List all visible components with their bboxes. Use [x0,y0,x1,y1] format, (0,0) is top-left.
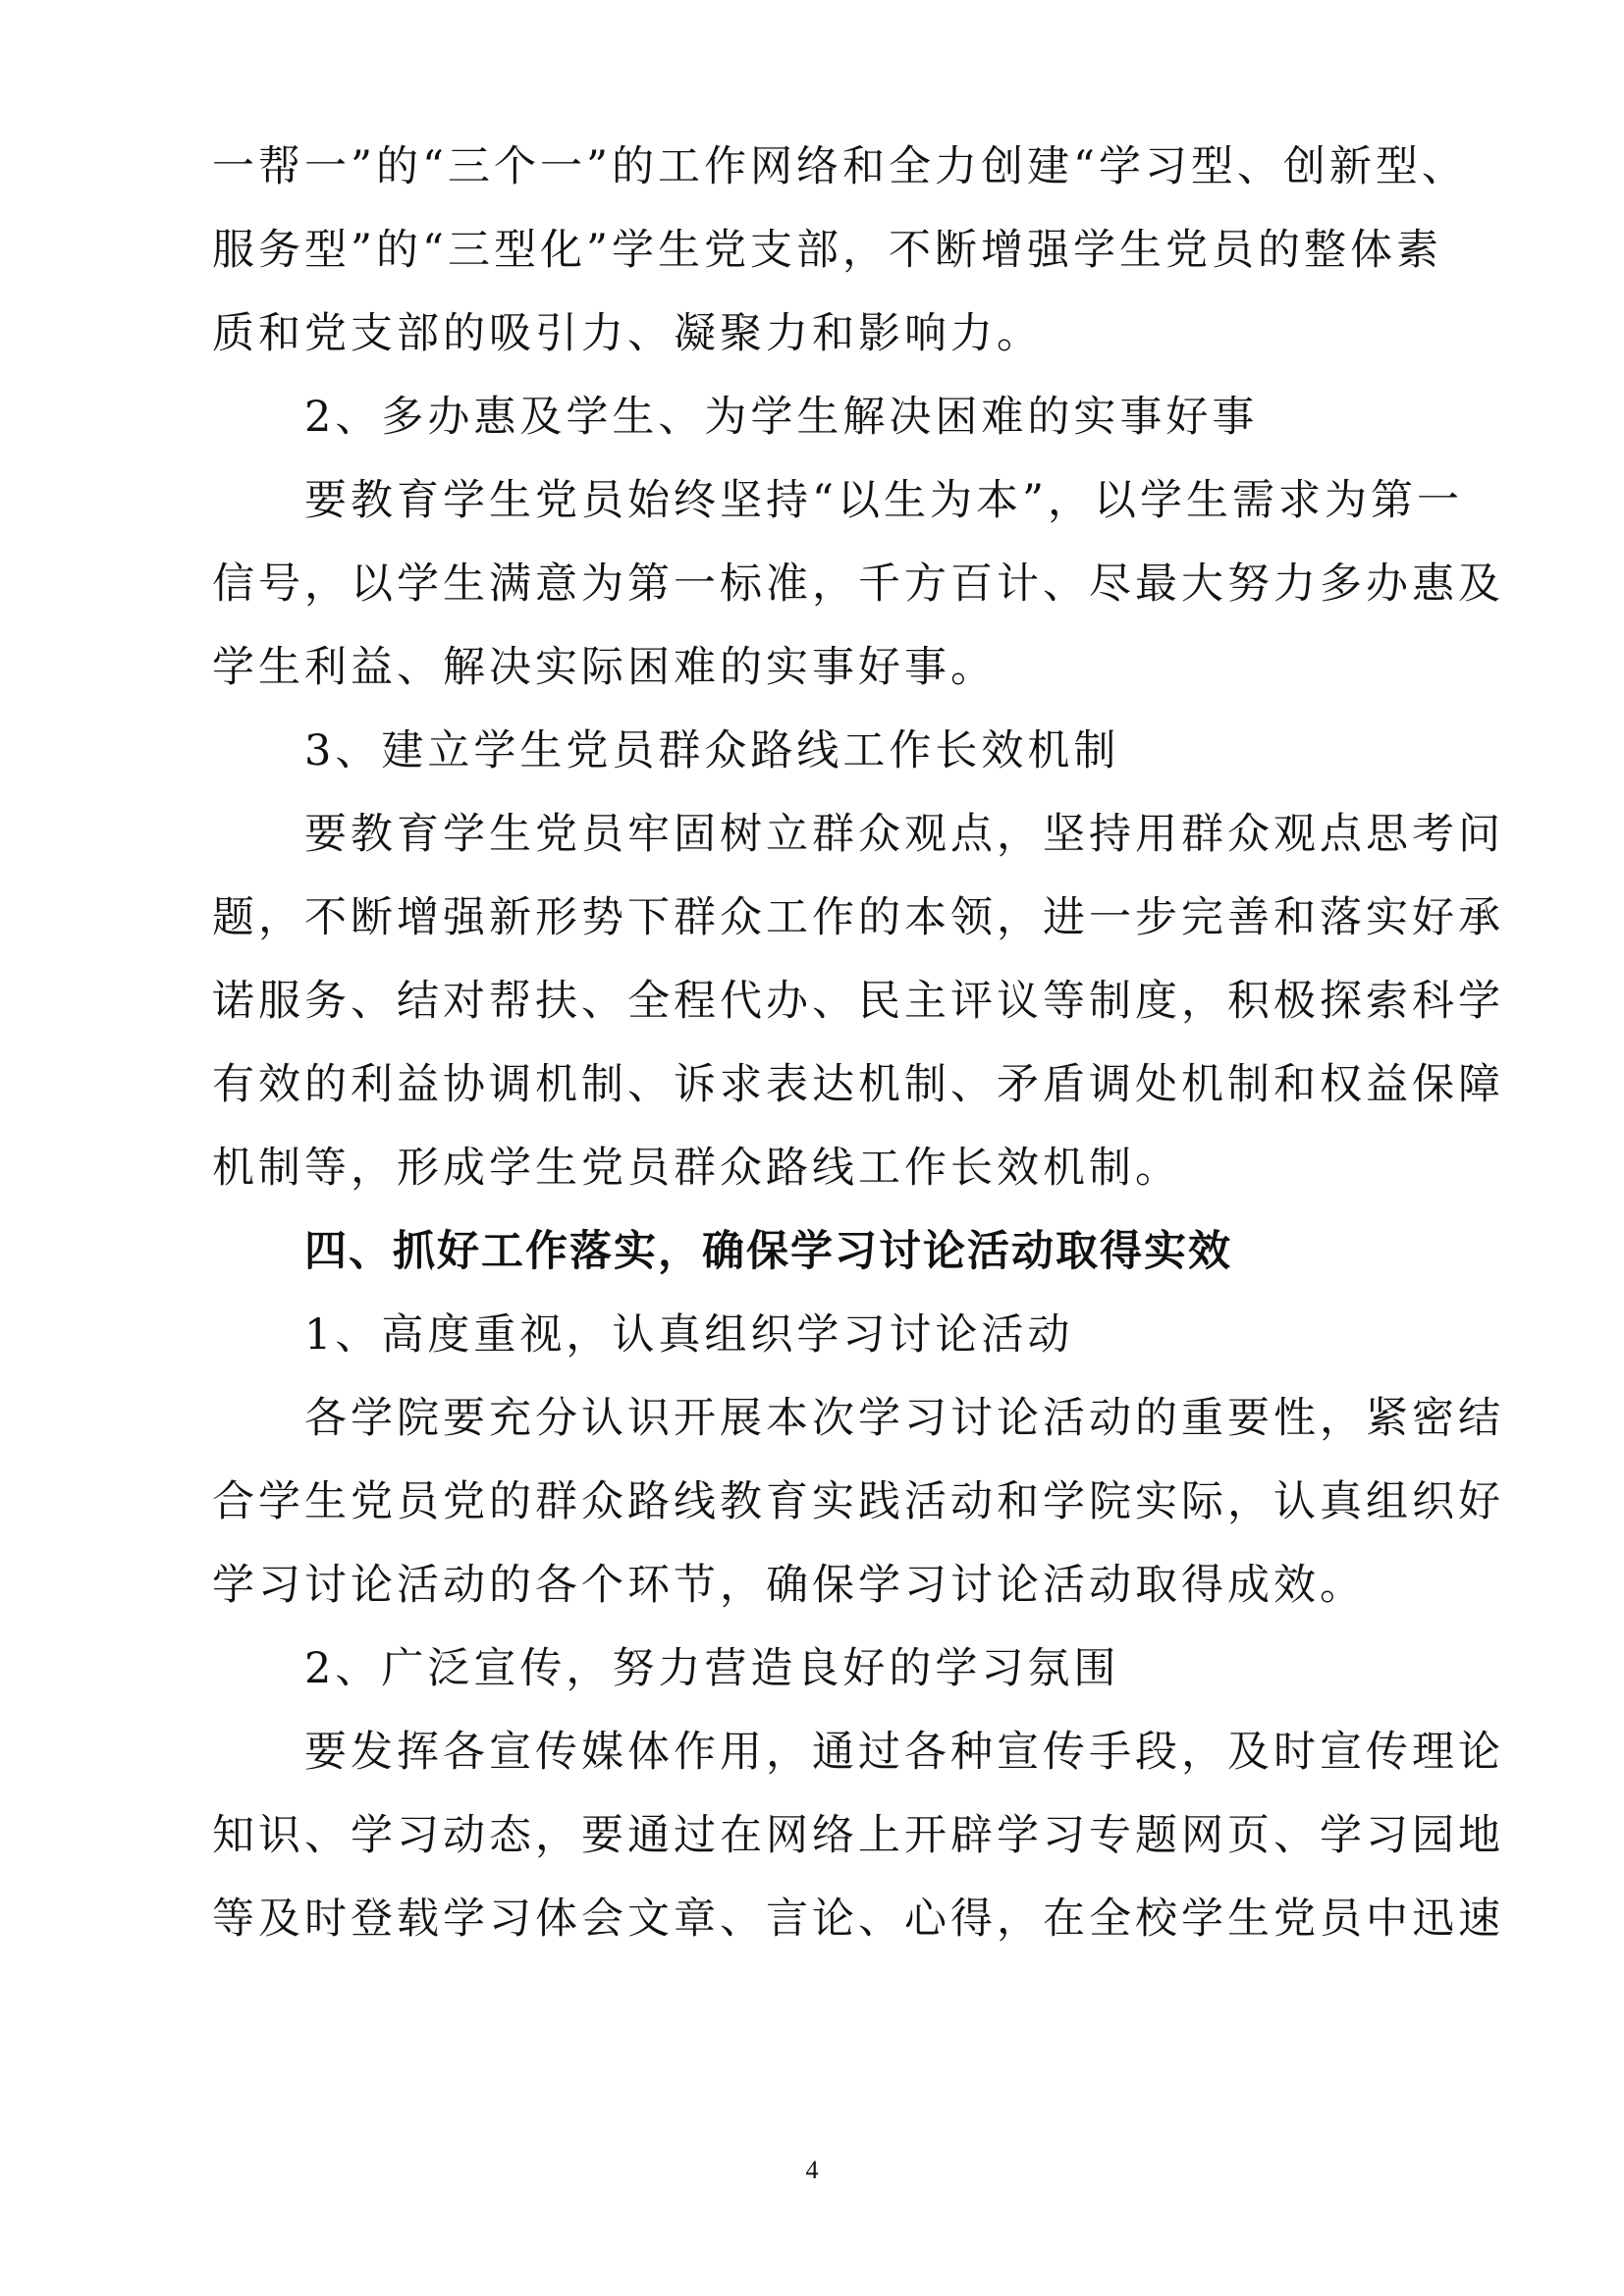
paragraph-line: 学生利益、解决实际困难的实事好事。 [212,643,997,692]
paragraph-line: 合学生党员党的群众路线教育实践活动和学院实际，认真组织好 [212,1477,1504,1526]
paragraph-line: 机制等，形成学生党员群众路线工作长效机制。 [212,1144,1181,1193]
paragraph-line: 知识、学习动态，要通过在网络上开辟学习专题网页、学习园地 [212,1811,1504,1860]
subheading-line: 3、建立学生党员群众路线工作长效机制 [304,726,1120,775]
subheading-line: 2、多办惠及学生、为学生解决困难的实事好事 [304,393,1259,442]
paragraph-line: 学习讨论活动的各个环节，确保学习讨论活动取得成效。 [212,1561,1366,1610]
subheading-line: 1、高度重视，认真组织学习讨论活动 [304,1310,1074,1360]
paragraph-line: 有效的利益协调机制、诉求表达机制、矛盾调处机制和权益保障 [212,1060,1504,1109]
paragraph-line: 要教育学生党员始终坚持“以生为本”，以学生需求为第一 [304,476,1463,525]
paragraph-line: 要教育学生党员牢固树立群众观点，坚持用群众观点思考问 [304,810,1504,859]
paragraph-line: 诺服务、结对帮扶、全程代办、民主评议等制度，积极探索科学 [212,977,1504,1026]
section-heading: 四、抓好工作落实，确保学习讨论活动取得实效 [304,1227,1232,1276]
subheading-line: 2、广泛宣传，努力营造良好的学习氛围 [304,1644,1120,1693]
page-number: 4 [805,2156,819,2184]
paragraph-line: 题，不断增强新形势下群众工作的本领，进一步完善和落实好承 [212,893,1504,942]
paragraph-line: 各学院要充分认识开展本次学习讨论活动的重要性，紧密结 [304,1394,1504,1443]
paragraph-line: 信号，以学生满意为第一标准，千方百计、尽最大努力多办惠及 [212,560,1504,609]
paragraph-line: 等及时登载学习体会文章、言论、心得，在全校学生党员中迅速 [212,1895,1504,1944]
paragraph-line: 一帮一”的“三个一”的工作网络和全力创建“学习型、创新型、 [212,142,1468,191]
paragraph-line: 服务型”的“三型化”学生党支部，不断增强学生党员的整体素 [212,226,1442,275]
paragraph-line: 质和党支部的吸引力、凝聚力和影响力。 [212,309,1043,358]
paragraph-line: 要发挥各宣传媒体作用，通过各种宣传手段，及时宣传理论 [304,1728,1504,1777]
